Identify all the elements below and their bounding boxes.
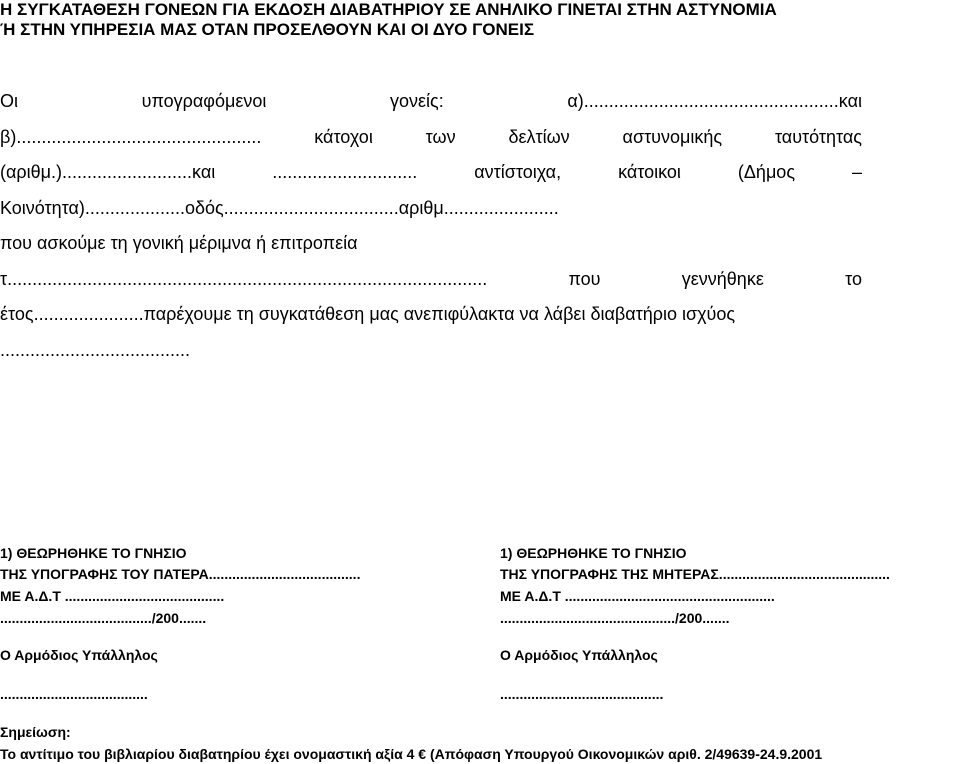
paragraph-line: έτος......................παρέχουμε τη συγκατάθεση μας ανεπιφύλακτα να λάβει διαβατήριο ισχύος (0, 304, 736, 324)
paragraph-line: ...................................... (0, 340, 191, 360)
father-certified-heading: 1) ΘΕΩΡΗΘΗΚΕ ΤΟ ΓΝΗΣΙΟ (0, 545, 187, 561)
father-signature-line: ΤΗΣ ΥΠΟΓΡΑΦΗΣ ΤΟΥ ΠΑΤΕΡΑ....................................... (0, 566, 361, 582)
document-title-line-1: Η ΣΥΓΚΑΤΑΘΕΣΗ ΓΟΝΕΩΝ ΓΙΑ ΕΚΔΟΣΗ ΔΙΑΒΑΤΗΡΙΟΥ ΣΕ ΑΝΗΛΙΚΟ ΓΙΝΕΤΑΙ ΣΤΗΝ ΑΣΤΥΝΟΜΙΑ (0, 0, 777, 19)
mother-official-signature-dots: .......................................... (500, 686, 664, 702)
note-text: Το αντίτιμο του βιβλιαρίου διαβατηρίου έχει ονομαστική αξία 4 € (Απόφαση Υπουργού Οικονομικών αριθ. 2/49639-24.9.2001 (0, 746, 823, 762)
paragraph-line: που ασκούμε τη γονική μέριμνα ή επιτροπεία (0, 233, 358, 253)
paragraph-line: β)................................................. κάτοχοι των δελτίων αστυνομικής ταυτότητας (0, 127, 862, 147)
father-id-line: ΜΕ Α.Δ.Τ ......................................... (0, 588, 225, 604)
paragraph-line: Οι υπογραφόμενοι γονείς: α)...................................................και (0, 91, 862, 111)
father-official-label: Ο Αρμόδιος Υπάλληλος (0, 647, 158, 663)
note-label: Σημείωση: (0, 724, 71, 740)
document-title-line-2: Ή ΣΤΗΝ ΥΠΗΡΕΣΙΑ ΜΑΣ ΟΤΑΝ ΠΡΟΣΕΛΘΟΥΝ ΚΑΙ ΟΙ ΔΥΟ ΓΟΝΕΙΣ (0, 20, 535, 39)
father-official-signature-dots: ...................................... (0, 686, 148, 702)
mother-id-line: ΜΕ Α.Δ.Τ ...................................................... (500, 588, 775, 604)
mother-official-label: Ο Αρμόδιος Υπάλληλος (500, 647, 658, 663)
mother-date-line: ............................................./200....... (500, 610, 730, 626)
paragraph-line: τ................................................................................................ που γεννήθηκε το (0, 269, 862, 289)
paragraph-line: Κοινότητα)....................οδός...................................αριθμ....................... (0, 198, 559, 218)
father-date-line: ......................................./200....... (0, 610, 207, 626)
mother-certified-heading: 1) ΘΕΩΡΗΘΗΚΕ ΤΟ ΓΝΗΣΙΟ (500, 545, 687, 561)
mother-signature-line: ΤΗΣ ΥΠΟΓΡΑΦΗΣ ΤΗΣ ΜΗΤΕΡΑΣ............................................ (500, 566, 890, 582)
paragraph-line: (αριθμ.)..........................και ............................. αντίστοιχα, κάτοικοι (Δήμος – (0, 162, 862, 182)
